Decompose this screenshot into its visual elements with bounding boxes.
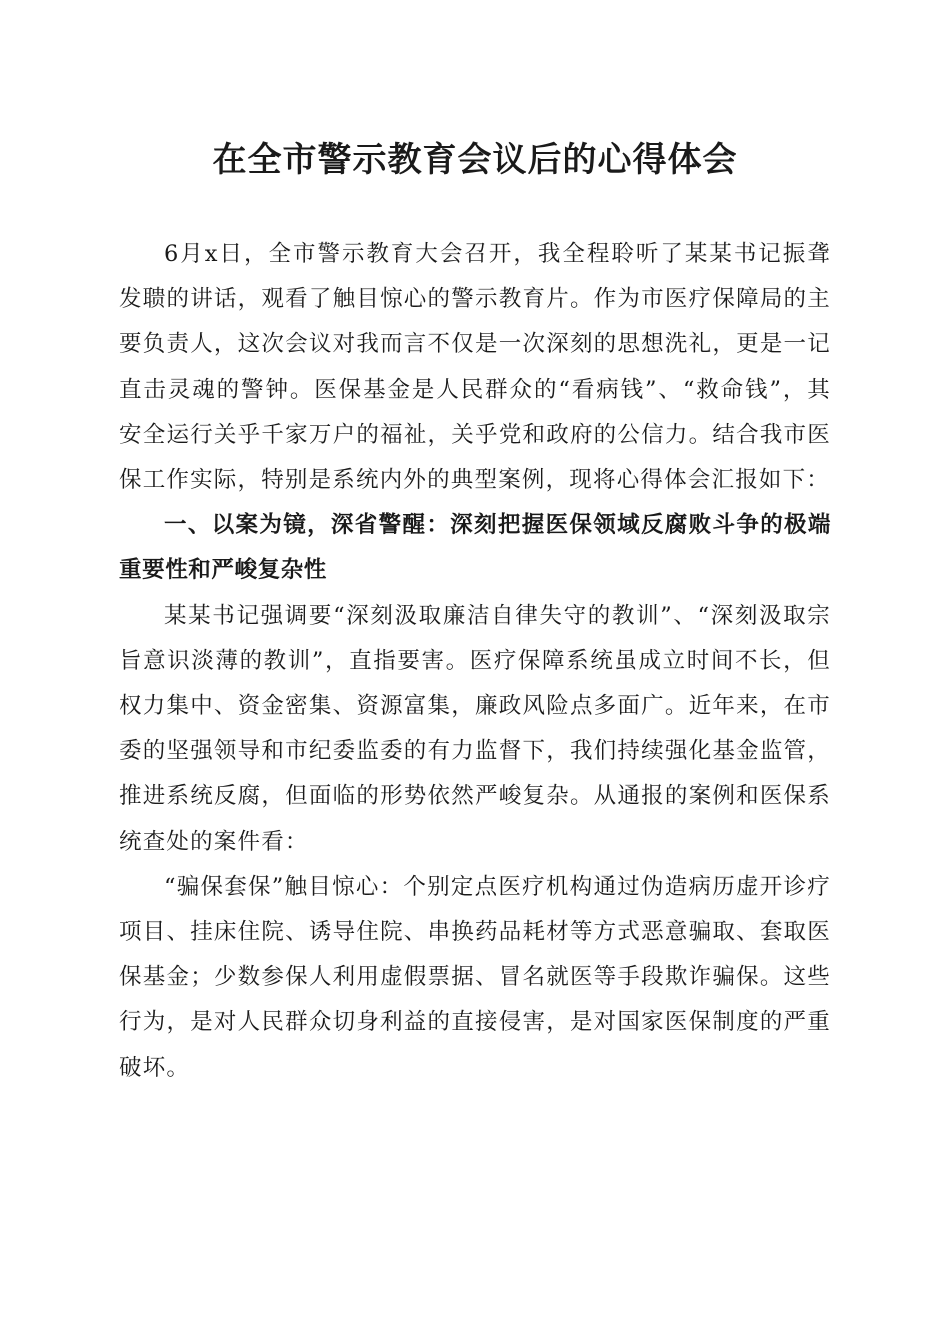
paragraph-intro: 6月x日，全市警示教育大会召开，我全程聆听了某某书记振聋发聩的讲话，观看了触目惊心的警示教育片。作为市医疗保障局的主要负责人，这次会议对我而言不仅是一次深刻的思想洗礼，更是一记直击灵魂的警钟。医保基金是人民群众的“看病钱”、“救命钱”，其安全运行关乎千家万户的福祉，关乎党和政府的公信力。结合我市医保工作实际，特别是系统内外的典型案例，现将心得体会汇报如下： xyxy=(119,241,831,494)
paragraph-fraud: “骗保套保”触目惊心：个别定点医疗机构通过伪造病历虚开诊疗项目、挂床住院、诱导住院、串换药品耗材等方式恶意骗取、套取医保基金；少数参保人利用虚假票据、冒名就医等手段欺诈骗保。这些行为，是对人民群众切身利益的直接侵害，是对国家医保制度的严重破坏。 xyxy=(119,873,831,1081)
paragraph-section-1: 某某书记强调要“深刻汲取廉洁自律失守的教训”、“深刻汲取宗旨意识淡薄的教训”，直指要害。医疗保障系统虽成立时间不长，但权力集中、资金密集、资源富集，廉政风险点多面广。近年来，在市委的坚强领导和市纪委监委的有力监督下，我们持续强化基金监管，推进系统反腐，但面临的形势依然严峻复杂。从通报的案例和医保系统查处的案件看： xyxy=(119,602,831,855)
document-body xyxy=(119,232,831,1091)
section-heading-1: 一、以案为镜，深省警醒：深刻把握医保领域反腐败斗争的极端重要性和严峻复杂性 xyxy=(119,512,831,584)
document-title: 在全市警示教育会议后的心得体会 xyxy=(212,140,738,180)
